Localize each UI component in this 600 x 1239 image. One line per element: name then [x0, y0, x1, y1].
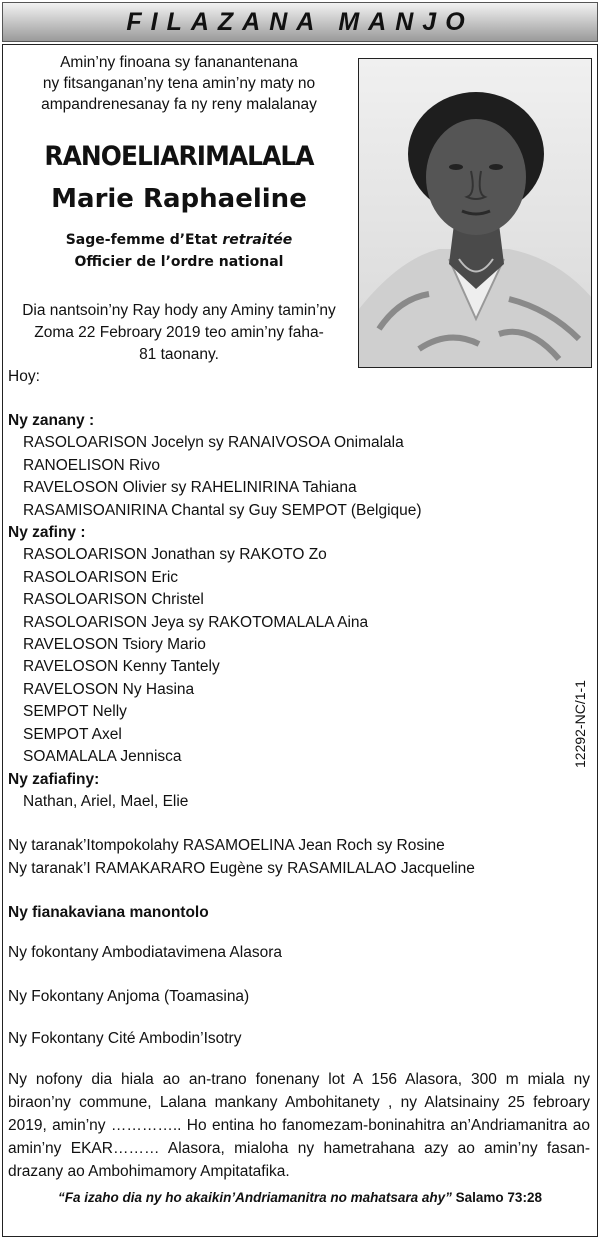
- fokontany-line: Ny fokontany Ambodiatavimena Alasora: [8, 944, 282, 961]
- fokontany-line: Ny Fokontany Anjoma (Toamasina): [8, 988, 250, 1005]
- children-heading: Ny zanany :: [8, 412, 95, 429]
- intro-text: [4, 52, 354, 115]
- relative-line: Ny taranak’I RAMAKARARO Eugène sy RASAMILALAO Jacqueline: [8, 860, 475, 877]
- grandchildren-heading: Ny zafiny :: [8, 524, 86, 542]
- list-item: RAVELOSON Ny Hasina: [23, 680, 195, 698]
- family-list: [8, 410, 548, 813]
- list-item: RASOLOARISON Christel: [23, 591, 204, 609]
- deceased-honor: Officier de l’ordre national: [74, 254, 284, 270]
- list-item: RASAMISOANIRINA Chantal sy Guy SEMPOT (Belgique): [23, 501, 422, 519]
- list-item: RANOELISON Rivo: [23, 456, 160, 474]
- death-line: Dia nantsoin’ny Ray hody any Aminy tamin’ny: [22, 302, 336, 319]
- portrait-illustration: [359, 59, 592, 368]
- intro-line: ampandrenesanay fa ny reny malalanay: [41, 96, 317, 113]
- list-item: RASOLOARISON Jocelyn sy RANAIVOSOA Onimalala: [23, 434, 404, 452]
- list-item: Nathan, Ariel, Mael, Elie: [23, 792, 189, 810]
- death-line: 81 taonany.: [139, 346, 219, 363]
- relative-line: Ny taranak’Itompokolahy RASAMOELINA Jean Roch sy Rosine: [8, 837, 445, 854]
- header-banner: [2, 2, 598, 42]
- hoy-label: Hoy:: [8, 368, 40, 385]
- great-grandchildren-heading: Ny zafiafiny:: [8, 770, 100, 788]
- quote-text: “Fa izaho dia ny ho akaikin’Andriamanitra no mahatsara ahy”: [58, 1190, 452, 1205]
- death-announcement: [4, 300, 354, 366]
- profession-text: Sage-femme d’Etat: [65, 232, 223, 248]
- list-item: SEMPOT Axel: [23, 725, 122, 743]
- list-item: RASOLOARISON Eric: [23, 568, 179, 586]
- list-item: RAVELOSON Olivier sy RAHELINIRINA Tahiana: [23, 479, 357, 497]
- quote-reference: Salamo 73:28: [451, 1190, 542, 1205]
- list-item: SEMPOT Nelly: [23, 703, 127, 721]
- intro-line: ny fitsanganan’ny tena amin’ny maty no: [42, 75, 316, 92]
- funeral-notice: Ny nofony dia hiala ao an-trano fonenany lot A 156 Alasora, 300 m miala ny biraon’ny commune, Lalana mankany Ambohitanety , ny Alatsinainy 25 febroary 2019, amin’ny ………….. Ho entina ho fanomezam-boninahitra an’Andriamanitra ao amin’ny EKAR……… Alasora, mialoha ny hametrahana azy ao amin’ny fasan-drazany ao Ambohimamory Ampitatafika.: [8, 1071, 590, 1180]
- death-line: Zoma 22 Febroary 2019 teo amin’ny faha-: [34, 324, 324, 341]
- list-item: RASOLOARISON Jonathan sy RAKOTO Zo: [23, 546, 327, 564]
- list-item: RASOLOARISON Jeya sy RAKOTOMALALA Aina: [23, 613, 369, 631]
- intro-line: Amin’ny finoana sy fananantenana: [60, 54, 298, 71]
- deceased-given-names: Marie Raphaeline: [51, 184, 307, 214]
- fokontany-line: Ny Fokontany Cité Ambodin’Isotry: [8, 1030, 242, 1047]
- profession-italic: retraitée: [222, 232, 293, 248]
- scripture-quote: [0, 1190, 600, 1205]
- extended-family: Ny fianakaviana manontolo: [8, 904, 209, 921]
- deceased-profession: [4, 230, 354, 250]
- list-item: SOAMALALA Jennisca: [23, 748, 182, 766]
- reference-code: 12292-NC/1-1: [572, 680, 588, 768]
- header-title: FILAZANA MANJO: [126, 7, 474, 36]
- list-item: RAVELOSON Kenny Tantely: [23, 658, 220, 676]
- list-item: RAVELOSON Tsiory Mario: [23, 636, 206, 654]
- deceased-surname: RANOELIARIMALALA: [44, 141, 314, 172]
- portrait-photo: [358, 58, 592, 368]
